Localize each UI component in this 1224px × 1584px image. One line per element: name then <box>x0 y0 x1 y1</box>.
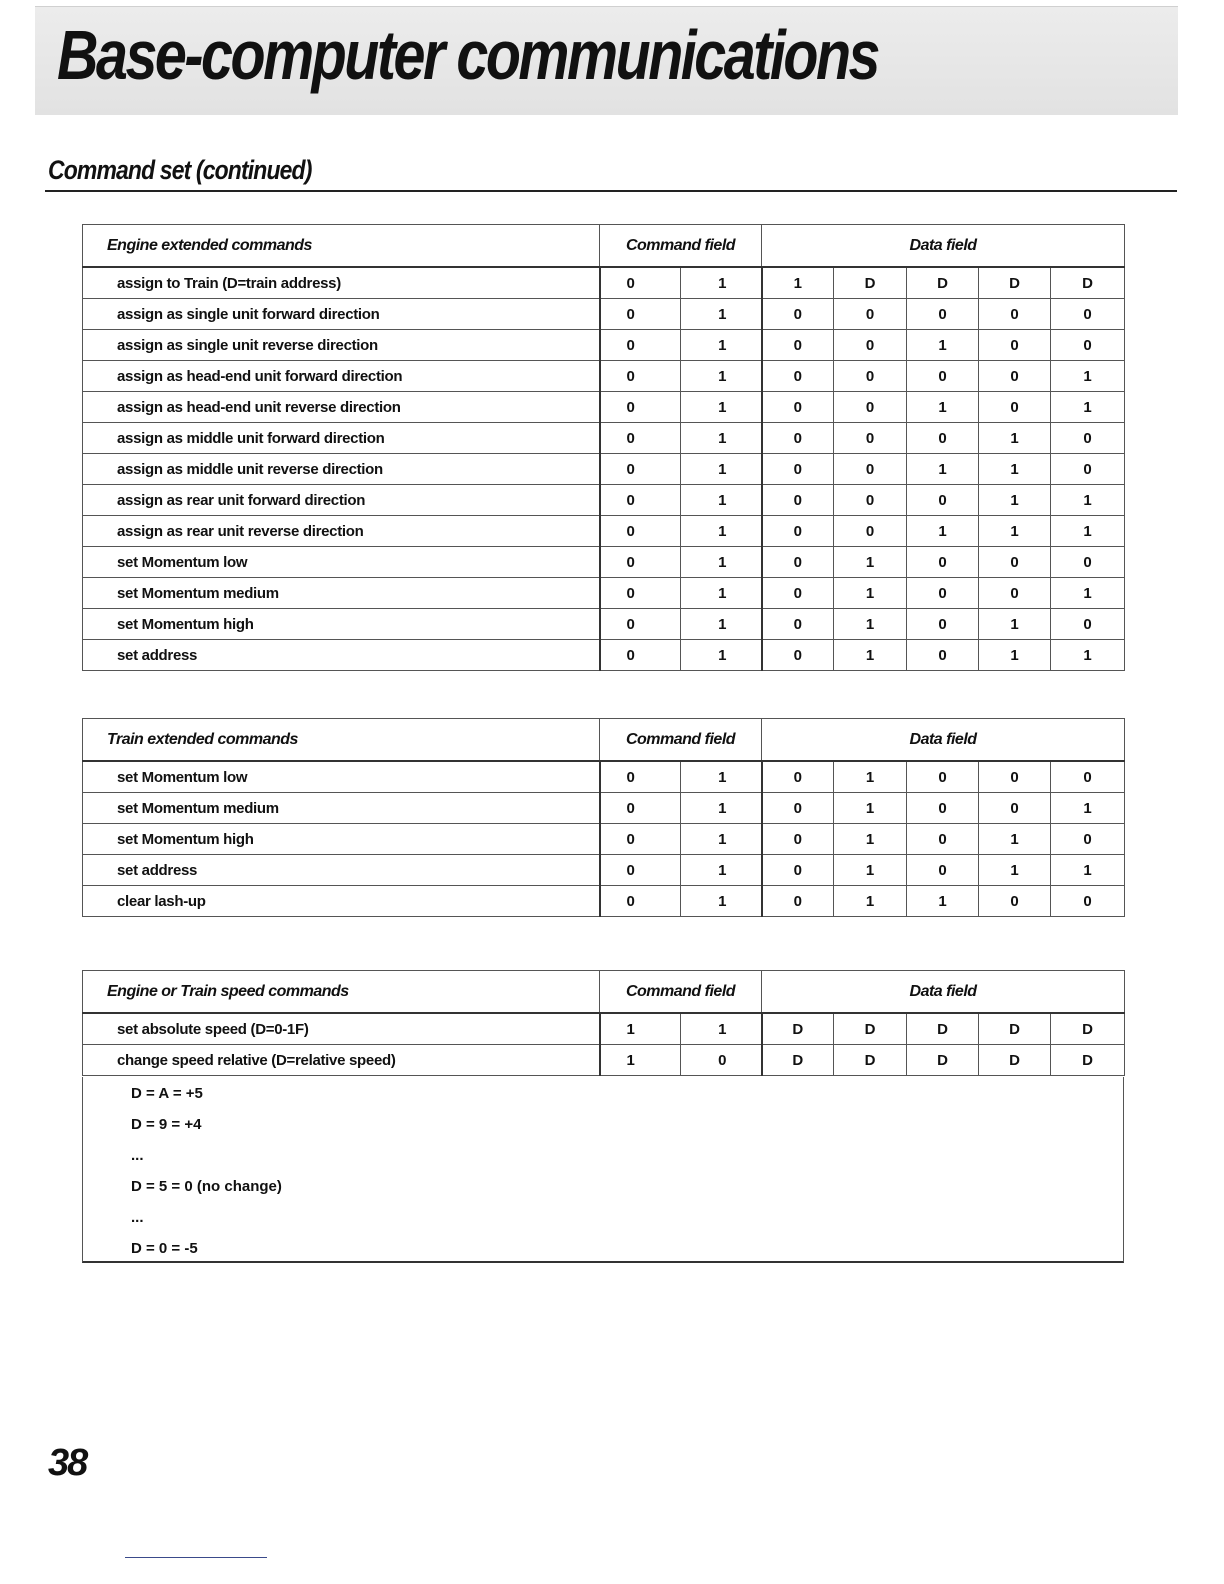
data-bit: 0 <box>762 793 834 824</box>
command-bit: 0 <box>600 855 681 886</box>
data-bit: 1 <box>907 392 979 423</box>
data-bit: 0 <box>762 578 834 609</box>
command-bit: 0 <box>600 485 681 516</box>
data-bit: D <box>834 1045 907 1076</box>
command-name: assign as single unit reverse direction <box>83 330 600 361</box>
data-bit: 0 <box>762 547 834 578</box>
data-bit: 0 <box>1051 299 1125 330</box>
data-bit: 1 <box>834 793 907 824</box>
note-line: D = 0 = -5 <box>131 1240 198 1257</box>
command-bit: 1 <box>681 299 762 330</box>
page-title: Base-computer communications <box>57 16 879 94</box>
data-bit: 1 <box>979 824 1051 855</box>
data-bit: 0 <box>834 330 907 361</box>
data-bit: 1 <box>762 267 834 299</box>
data-bit: 0 <box>907 423 979 454</box>
table-row <box>83 886 1125 917</box>
data-bit: 1 <box>979 609 1051 640</box>
command-bit: 1 <box>681 423 762 454</box>
section-heading: Command set (continued) <box>48 155 312 185</box>
table-header-command-field: Command field <box>600 719 762 762</box>
data-bit: D <box>979 267 1051 299</box>
table-row <box>83 547 1125 578</box>
relative-speed-notes <box>82 1077 1124 1263</box>
data-bit: 0 <box>979 793 1051 824</box>
data-bit: D <box>1051 267 1125 299</box>
command-name: assign as single unit forward direction <box>83 299 600 330</box>
command-bit: 0 <box>600 886 681 917</box>
data-bit: 0 <box>762 485 834 516</box>
data-bit: 0 <box>907 793 979 824</box>
command-bit: 1 <box>681 454 762 485</box>
data-bit: 0 <box>907 640 979 671</box>
data-bit: 1 <box>907 516 979 547</box>
data-bit: 0 <box>979 761 1051 793</box>
command-bit: 0 <box>600 392 681 423</box>
table-row <box>83 1045 1125 1076</box>
command-bit: 0 <box>600 547 681 578</box>
data-bit: 1 <box>1051 485 1125 516</box>
command-bit: 1 <box>681 485 762 516</box>
command-bit: 0 <box>600 640 681 671</box>
table-row <box>83 485 1125 516</box>
data-bit: 1 <box>979 423 1051 454</box>
data-bit: 0 <box>834 485 907 516</box>
data-bit: 0 <box>979 578 1051 609</box>
data-bit: 1 <box>1051 640 1125 671</box>
data-bit: 0 <box>762 761 834 793</box>
data-bit: 0 <box>762 640 834 671</box>
command-bit: 0 <box>600 330 681 361</box>
command-name: assign as head-end unit reverse direction <box>83 392 600 423</box>
data-bit: D <box>834 267 907 299</box>
table-header-name: Engine extended commands <box>83 225 600 268</box>
data-bit: 0 <box>907 361 979 392</box>
table-header-command-field: Command field <box>600 971 762 1014</box>
data-bit: 1 <box>834 578 907 609</box>
data-bit: 0 <box>979 392 1051 423</box>
note-line: D = A = +5 <box>131 1085 203 1102</box>
command-bit: 0 <box>600 423 681 454</box>
command-bit: 1 <box>681 855 762 886</box>
table-row <box>83 516 1125 547</box>
command-name: set absolute speed (D=0-1F) <box>83 1013 600 1045</box>
table-header-data-field: Data field <box>762 225 1125 268</box>
data-bit: 0 <box>762 330 834 361</box>
command-bit: 1 <box>681 267 762 299</box>
command-name: clear lash-up <box>83 886 600 917</box>
data-bit: 1 <box>979 485 1051 516</box>
data-bit: 1 <box>979 516 1051 547</box>
command-bit: 1 <box>681 1013 762 1045</box>
command-bit: 0 <box>600 761 681 793</box>
data-bit: 1 <box>834 824 907 855</box>
data-bit: 1 <box>834 609 907 640</box>
data-bit: D <box>979 1013 1051 1045</box>
command-bit: 1 <box>681 824 762 855</box>
table-header-command-field: Command field <box>600 225 762 268</box>
data-bit: D <box>907 1013 979 1045</box>
data-bit: 0 <box>1051 423 1125 454</box>
data-bit: D <box>979 1045 1051 1076</box>
data-bit: 0 <box>762 454 834 485</box>
data-bit: D <box>907 1045 979 1076</box>
table-row <box>83 761 1125 793</box>
table-header-data-field: Data field <box>762 971 1125 1014</box>
command-bit: 1 <box>681 516 762 547</box>
data-bit: 0 <box>834 299 907 330</box>
table-row <box>83 793 1125 824</box>
data-bit: 0 <box>834 361 907 392</box>
command-bit: 1 <box>681 761 762 793</box>
data-bit: 1 <box>979 640 1051 671</box>
command-bit: 1 <box>681 793 762 824</box>
data-bit: 1 <box>834 761 907 793</box>
note-line: D = 9 = +4 <box>131 1116 202 1133</box>
command-bit: 1 <box>600 1045 681 1076</box>
table-row <box>83 330 1125 361</box>
command-bit: 0 <box>600 267 681 299</box>
command-name: change speed relative (D=relative speed) <box>83 1045 600 1076</box>
data-bit: 0 <box>762 886 834 917</box>
train-extended-commands-table <box>82 718 1125 917</box>
table-row <box>83 423 1125 454</box>
title-banner <box>35 6 1178 115</box>
section-divider <box>45 190 1177 192</box>
command-name: set Momentum medium <box>83 793 600 824</box>
data-bit: 0 <box>1051 330 1125 361</box>
data-bit: 0 <box>907 609 979 640</box>
command-bit: 1 <box>600 1013 681 1045</box>
speed-commands-table <box>82 970 1125 1076</box>
command-name: assign as rear unit forward direction <box>83 485 600 516</box>
data-bit: 0 <box>907 761 979 793</box>
data-bit: 1 <box>907 886 979 917</box>
command-name: assign as middle unit forward direction <box>83 423 600 454</box>
command-name: set Momentum low <box>83 761 600 793</box>
table-row <box>83 1013 1125 1045</box>
command-bit: 1 <box>681 578 762 609</box>
data-bit: 1 <box>1051 793 1125 824</box>
data-bit: 1 <box>1051 578 1125 609</box>
data-bit: 1 <box>834 547 907 578</box>
data-bit: 0 <box>979 547 1051 578</box>
data-bit: 0 <box>979 886 1051 917</box>
data-bit: D <box>762 1045 834 1076</box>
table-row <box>83 267 1125 299</box>
data-bit: 0 <box>907 855 979 886</box>
data-bit: 0 <box>1051 824 1125 855</box>
table-row <box>83 361 1125 392</box>
command-name: set address <box>83 855 600 886</box>
table-row <box>83 855 1125 886</box>
data-bit: 0 <box>1051 547 1125 578</box>
data-bit: D <box>1051 1045 1125 1076</box>
data-bit: 0 <box>907 547 979 578</box>
command-name: assign as head-end unit forward direction <box>83 361 600 392</box>
data-bit: 0 <box>979 299 1051 330</box>
data-bit: D <box>762 1013 834 1045</box>
data-bit: 0 <box>907 299 979 330</box>
command-bit: 1 <box>681 547 762 578</box>
data-bit: 1 <box>834 640 907 671</box>
data-bit: 0 <box>762 516 834 547</box>
command-name: assign as rear unit reverse direction <box>83 516 600 547</box>
data-bit: 0 <box>762 855 834 886</box>
command-bit: 1 <box>681 330 762 361</box>
table-row <box>83 578 1125 609</box>
data-bit: 0 <box>834 423 907 454</box>
command-bit: 1 <box>681 640 762 671</box>
data-bit: 0 <box>907 485 979 516</box>
command-name: set Momentum high <box>83 824 600 855</box>
footer-rule <box>125 1557 267 1558</box>
page-number: 38 <box>48 1442 87 1484</box>
table-header-data-field: Data field <box>762 719 1125 762</box>
data-bit: 1 <box>834 886 907 917</box>
data-bit: 1 <box>1051 392 1125 423</box>
data-bit: 1 <box>1051 855 1125 886</box>
command-bit: 0 <box>600 454 681 485</box>
note-line: ... <box>131 1147 144 1164</box>
data-bit: 1 <box>834 855 907 886</box>
command-bit: 0 <box>600 516 681 547</box>
table-row <box>83 640 1125 671</box>
data-bit: 1 <box>979 454 1051 485</box>
command-name: set Momentum high <box>83 609 600 640</box>
data-bit: 0 <box>762 392 834 423</box>
data-bit: 1 <box>979 855 1051 886</box>
command-name: set address <box>83 640 600 671</box>
data-bit: 0 <box>907 578 979 609</box>
table-row <box>83 824 1125 855</box>
data-bit: 0 <box>762 299 834 330</box>
data-bit: 0 <box>907 824 979 855</box>
data-bit: 1 <box>907 330 979 361</box>
command-bit: 0 <box>600 824 681 855</box>
command-bit: 0 <box>600 609 681 640</box>
data-bit: 1 <box>907 454 979 485</box>
data-bit: 0 <box>762 609 834 640</box>
command-bit: 1 <box>681 609 762 640</box>
command-bit: 1 <box>681 361 762 392</box>
data-bit: 1 <box>1051 516 1125 547</box>
data-bit: 0 <box>1051 886 1125 917</box>
table-header-name: Train extended commands <box>83 719 600 762</box>
data-bit: 0 <box>1051 609 1125 640</box>
data-bit: 0 <box>762 361 834 392</box>
note-line: D = 5 = 0 (no change) <box>131 1178 282 1195</box>
engine-extended-commands-table <box>82 224 1125 671</box>
table-row <box>83 392 1125 423</box>
data-bit: D <box>907 267 979 299</box>
command-bit: 0 <box>600 793 681 824</box>
command-name: assign to Train (D=train address) <box>83 267 600 299</box>
data-bit: 0 <box>834 454 907 485</box>
table-row <box>83 609 1125 640</box>
command-bit: 0 <box>600 299 681 330</box>
command-name: assign as middle unit reverse direction <box>83 454 600 485</box>
command-bit: 1 <box>681 392 762 423</box>
data-bit: 0 <box>762 423 834 454</box>
data-bit: 0 <box>762 824 834 855</box>
command-bit: 0 <box>600 578 681 609</box>
data-bit: D <box>1051 1013 1125 1045</box>
data-bit: 0 <box>1051 761 1125 793</box>
command-name: set Momentum medium <box>83 578 600 609</box>
data-bit: 1 <box>1051 361 1125 392</box>
data-bit: 0 <box>1051 454 1125 485</box>
note-line: ... <box>131 1209 144 1226</box>
command-bit: 0 <box>681 1045 762 1076</box>
data-bit: 0 <box>979 330 1051 361</box>
command-bit: 1 <box>681 886 762 917</box>
data-bit: 0 <box>834 392 907 423</box>
table-header-name: Engine or Train speed commands <box>83 971 600 1014</box>
command-name: set Momentum low <box>83 547 600 578</box>
table-row <box>83 454 1125 485</box>
data-bit: 0 <box>834 516 907 547</box>
table-row <box>83 299 1125 330</box>
command-bit: 0 <box>600 361 681 392</box>
data-bit: 0 <box>979 361 1051 392</box>
data-bit: D <box>834 1013 907 1045</box>
